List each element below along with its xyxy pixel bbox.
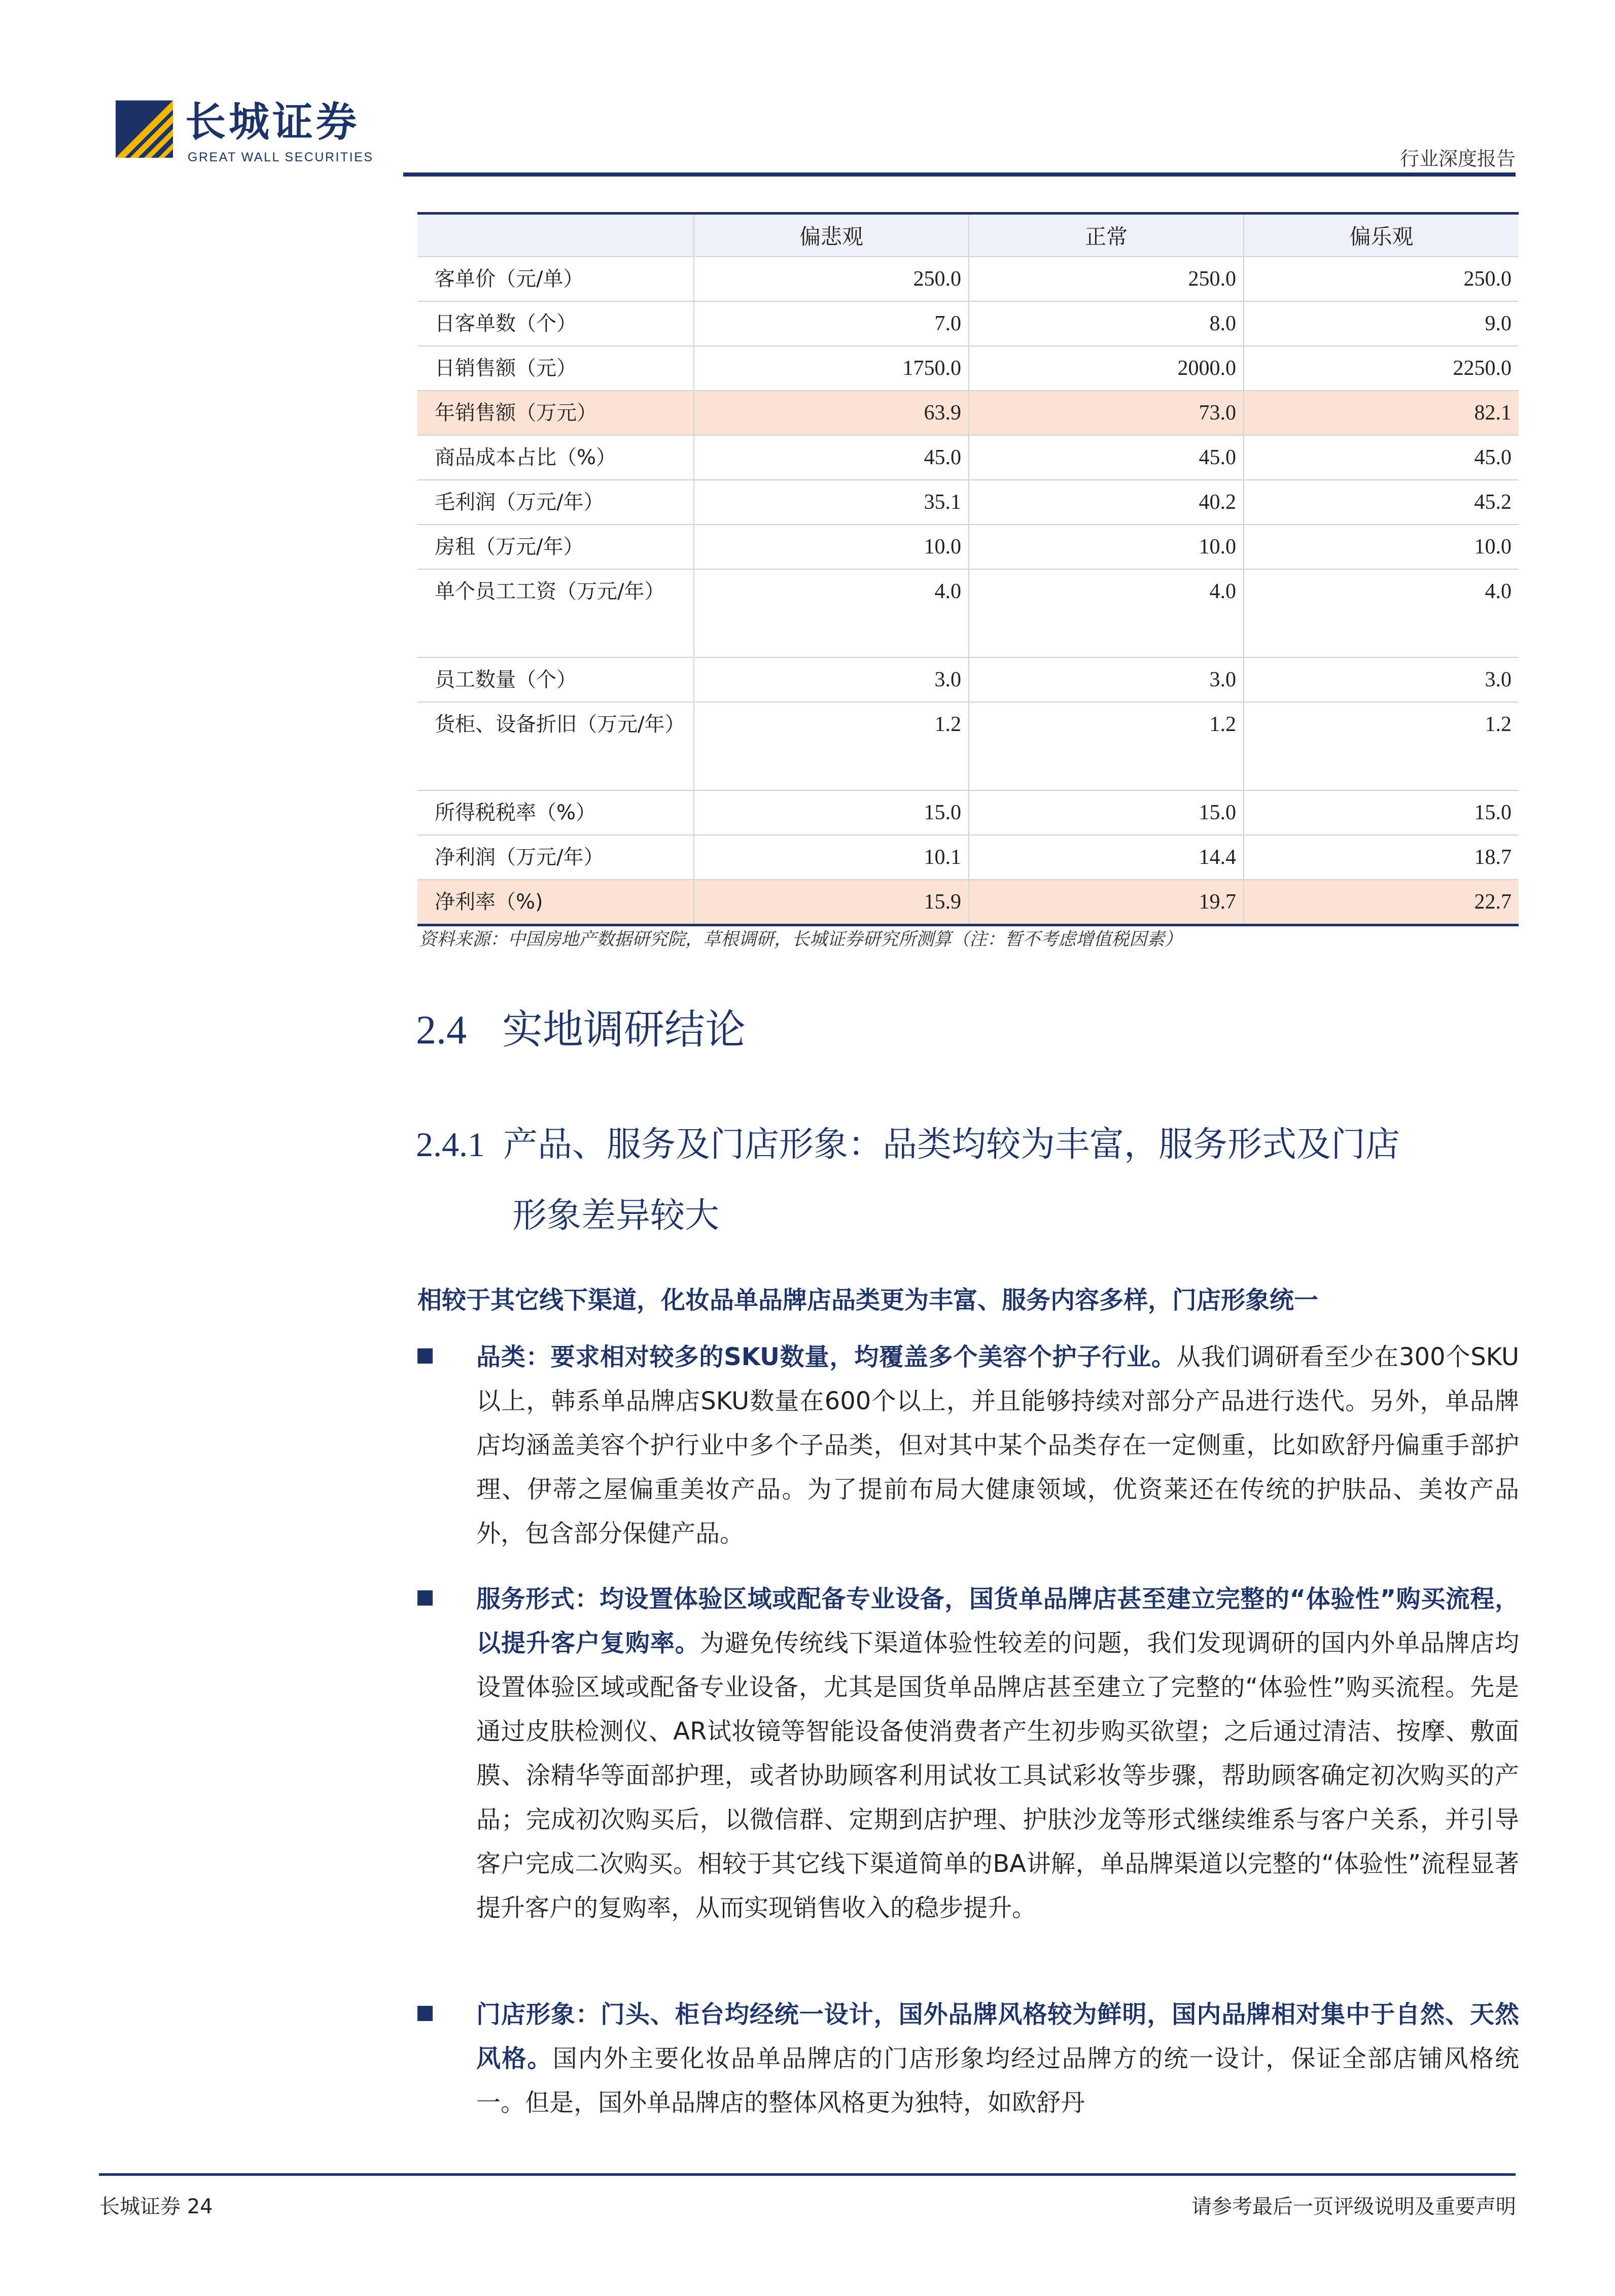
- value-cell: 45.0: [969, 435, 1244, 480]
- value-cell: 1750.0: [694, 346, 969, 391]
- value-cell: 15.9: [694, 880, 969, 925]
- row-label-cell: 所得税税率（%）: [417, 790, 694, 835]
- row-label-cell: 日客单数（个）: [417, 301, 694, 346]
- value-cell: 82.1: [1244, 391, 1519, 435]
- section-number: 2.4: [416, 1008, 467, 1053]
- value-cell: 3.0: [969, 657, 1244, 702]
- value-cell: 63.9: [694, 391, 969, 435]
- table-row: [417, 835, 1519, 880]
- table-row: [417, 790, 1519, 835]
- value-cell: 15.0: [969, 790, 1244, 835]
- value-cell: 18.7: [1244, 835, 1519, 880]
- row-label-cell: 货柜、设备折旧（万元/年）: [417, 702, 694, 790]
- store-profit-table: [417, 212, 1519, 926]
- square-bullet-icon: [417, 1590, 433, 1606]
- square-bullet-icon: [417, 1348, 433, 1364]
- footer-disclaimer: 请参考最后一页评级说明及重要声明: [1191, 2195, 1516, 2218]
- value-cell: 14.4: [969, 835, 1244, 880]
- table-header-row: [417, 214, 1519, 257]
- logo-text-en: GREAT WALL SECURITIES: [188, 150, 374, 164]
- square-bullet-icon: [417, 2006, 433, 2021]
- table-row: [417, 391, 1519, 435]
- bullet-paragraph: [417, 1993, 1519, 2125]
- footer-page-label: 长城证券 24: [99, 2195, 213, 2218]
- value-cell: 10.0: [694, 525, 969, 569]
- table-header-cell: 偏悲观: [694, 214, 969, 257]
- value-cell: 73.0: [969, 391, 1244, 435]
- row-label-cell: 年销售额（万元）: [417, 391, 694, 435]
- row-label-cell: 日销售额（元）: [417, 346, 694, 391]
- table-row: [417, 257, 1519, 301]
- value-cell: 9.0: [1244, 301, 1519, 346]
- row-label-cell: 毛利润（万元/年）: [417, 480, 694, 525]
- table-row: [417, 435, 1519, 480]
- table-row: [417, 346, 1519, 391]
- bullet-bold-lead: 服务形式：均设置体验区域或配备专业设备，国货单品牌店甚至建立完整的“体验性”购买流程，以提升客户复购率。: [476, 1585, 1519, 1657]
- table-row: [417, 569, 1519, 657]
- table-row: [417, 480, 1519, 525]
- table-row: [417, 702, 1519, 790]
- subsection-number: 2.4.1: [416, 1125, 485, 1164]
- table-row: [417, 525, 1519, 569]
- logo-text-cn: 长城证券: [185, 98, 360, 146]
- row-label-cell: 客单价（元/单）: [417, 257, 694, 301]
- row-label-cell: 净利率（%): [417, 880, 694, 925]
- value-cell: 40.2: [969, 480, 1244, 525]
- subsection-heading: [416, 1109, 1522, 1251]
- bullet-body: 国内外主要化妆品单品牌店的门店形象均经过品牌方的统一设计，保证全部店铺风格统一。但是，国外单品牌店的整体风格更为独特，如欧舒丹: [476, 2044, 1519, 2117]
- row-label-cell: 商品成本占比（%）: [417, 435, 694, 480]
- section-heading: [416, 997, 746, 1055]
- value-cell: 1.2: [694, 702, 969, 790]
- bullet-text: [476, 1577, 1519, 1930]
- value-cell: 15.0: [1244, 790, 1519, 835]
- value-cell: 45.2: [1244, 480, 1519, 525]
- report-type-label: 行业深度报告: [1399, 148, 1516, 170]
- bullet-bold-lead: 门店形象：门头、柜台均经统一设计，国外品牌风格较为鲜明，国内品牌相对集中于自然、天然风格。: [476, 2000, 1519, 2073]
- header-divider: [403, 172, 1516, 177]
- lead-paragraph: 相较于其它线下渠道，化妆品单品牌店品类更为丰富、服务内容多样，门店形象统一: [417, 1286, 1319, 1314]
- bullet-text: [476, 1335, 1519, 1556]
- table-header-cell: 正常: [969, 214, 1244, 257]
- subsection-title-line2: 形象差异较大: [512, 1196, 720, 1236]
- value-cell: 35.1: [694, 480, 969, 525]
- value-cell: 15.0: [694, 790, 969, 835]
- table-body: [417, 257, 1519, 925]
- value-cell: 2000.0: [969, 346, 1244, 391]
- value-cell: 4.0: [969, 569, 1244, 657]
- value-cell: 10.0: [969, 525, 1244, 569]
- value-cell: 19.7: [969, 880, 1244, 925]
- value-cell: 250.0: [1244, 257, 1519, 301]
- value-cell: 8.0: [969, 301, 1244, 346]
- value-cell: 7.0: [694, 301, 969, 346]
- value-cell: 250.0: [969, 257, 1244, 301]
- subsection-title-line1: 产品、服务及门店形象：品类均较为丰富，服务形式及门店: [503, 1125, 1400, 1165]
- bullet-paragraph: [417, 1577, 1519, 1930]
- bullet-text: [476, 1993, 1519, 2125]
- footer-divider: [99, 2173, 1516, 2176]
- value-cell: 3.0: [1244, 657, 1519, 702]
- great-wall-logo-icon: [116, 100, 173, 158]
- value-cell: 10.0: [1244, 525, 1519, 569]
- value-cell: 45.0: [1244, 435, 1519, 480]
- value-cell: 4.0: [1244, 569, 1519, 657]
- value-cell: 1.2: [1244, 702, 1519, 790]
- value-cell: 10.1: [694, 835, 969, 880]
- section-title: 实地调研结论: [502, 1006, 746, 1053]
- table-header-cell: [417, 214, 694, 257]
- value-cell: 250.0: [694, 257, 969, 301]
- value-cell: 2250.0: [1244, 346, 1519, 391]
- table-header-cell: 偏乐观: [1244, 214, 1519, 257]
- table-source-note: 资料来源：中国房地产数据研究院，草根调研，长城证券研究所测算（注：暂不考虑增值税因素）: [419, 929, 1183, 950]
- table-row: [417, 657, 1519, 702]
- value-cell: 4.0: [694, 569, 969, 657]
- bullet-body: 为避免传统线下渠道体验性较差的问题，我们发现调研的国内外单品牌店均设置体验区域或配备专业设备，尤其是国货单品牌店甚至建立了完整的“体验性”购买流程。先是通过皮肤检测仪、AR试妆镜等智能设备使消费者产生初步购买欲望；之后通过清洁、按摩、敷面膜、涂精华等面部护理，或者协助顾客利用试妆工具试彩妆等步骤，帮助顾客确定初次购买的产品；完成初次购买后，以微信群、定期到店护理、护肤沙龙等形式继续维系与客户关系，并引导客户完成二次购买。相较于其它线下渠道简单的BA讲解，单品牌渠道以完整的“体验性”流程显著提升客户的复购率，从而实现销售收入的稳步提升。: [476, 1629, 1519, 1922]
- value-cell: 1.2: [969, 702, 1244, 790]
- bullet-bold-lead: 品类：要求相对较多的SKU数量，均覆盖多个美容个护子行业。: [476, 1343, 1176, 1371]
- value-cell: 3.0: [694, 657, 969, 702]
- table-row: [417, 301, 1519, 346]
- value-cell: 45.0: [694, 435, 969, 480]
- value-cell: 22.7: [1244, 880, 1519, 925]
- row-label-cell: 单个员工工资（万元/年）: [417, 569, 694, 657]
- bullet-body: 从我们调研看至少在300个SKU以上，韩系单品牌店SKU数量在600个以上，并且能够持续对部分产品进行迭代。另外，单品牌店均涵盖美容个护行业中多个子品类，但对其中某个品类存在一定侧重，比如欧舒丹偏重手部护理、伊蒂之屋偏重美妆产品。为了提前布局大健康领域，优资莱还在传统的护肤品、美妆产品外，包含部分保健产品。: [476, 1343, 1519, 1548]
- row-label-cell: 房租（万元/年）: [417, 525, 694, 569]
- bullet-paragraph: [417, 1335, 1519, 1556]
- row-label-cell: 净利润（万元/年）: [417, 835, 694, 880]
- table-row: [417, 880, 1519, 925]
- row-label-cell: 员工数量（个）: [417, 657, 694, 702]
